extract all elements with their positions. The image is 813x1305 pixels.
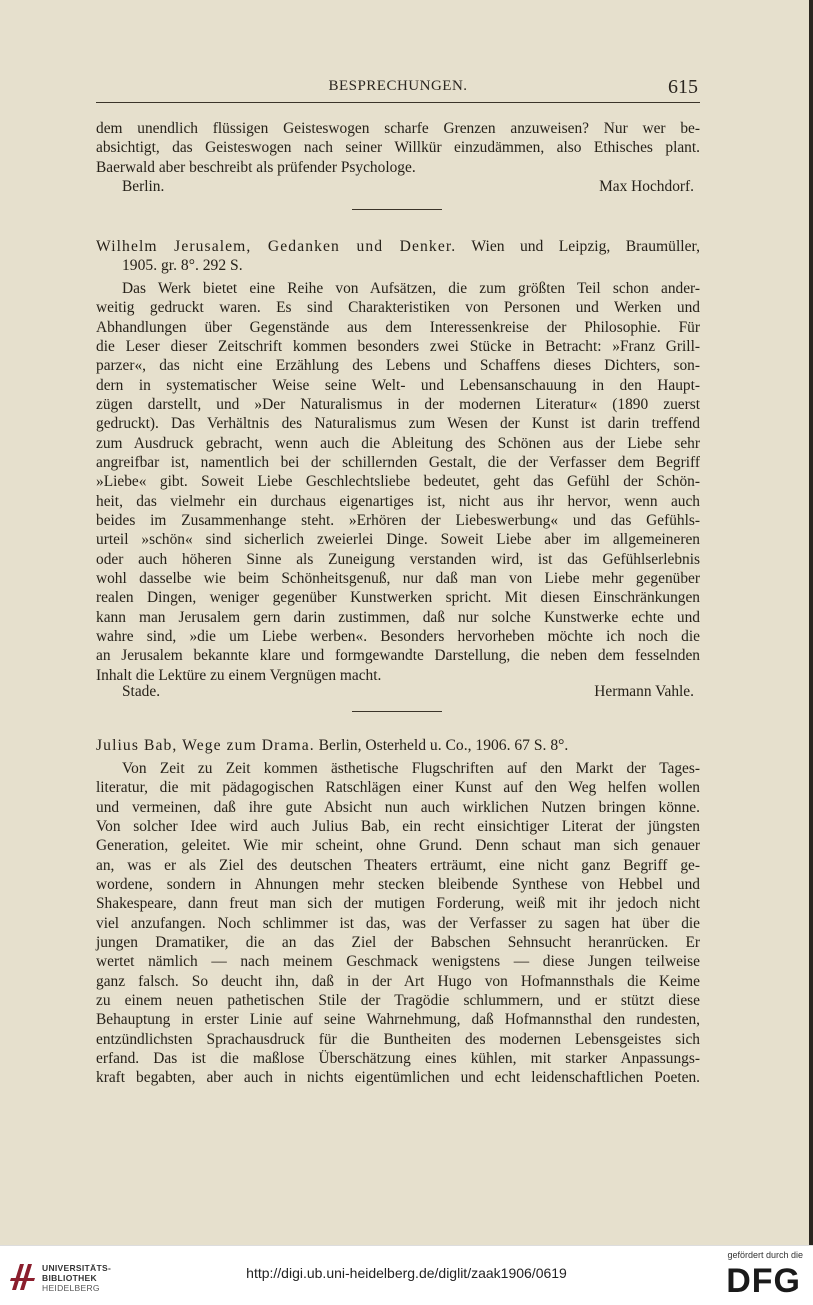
reference-author: Wilhelm Jerusalem, — [96, 238, 252, 255]
text-line: kraft begabten, aber auch in nichts eigentümlichen und echt leidenschaftlichen Poeten. — [96, 1069, 700, 1087]
text-line: beides im Zusammenhange steht. »Erhören der Liebeswerbung« und das Gefühls- — [96, 511, 700, 529]
text-line: urteil »schön« sind sicherlich zweierlei Dinge. Soweit Liebe aber im allgemeineren — [96, 531, 700, 549]
reference-title: Wege zum Drama. — [177, 737, 315, 754]
section-divider — [352, 711, 442, 712]
text-line: heit, das vielmehr ein durchaus eigenartiges ist, nicht aus ihr hervor, wenn auch — [96, 492, 700, 510]
reference-line — [96, 736, 700, 755]
text-line: Abhandlungen über Gegenstände aus dem Interessenkreise der Philosophie. Für — [96, 318, 700, 336]
reference-title: Gedanken und Denker. — [251, 238, 457, 255]
text-line: Von Zeit zu Zeit kommen ästhetische Flugschriften auf den Markt der Tages- — [122, 760, 700, 777]
bibliographic-reference — [96, 736, 700, 755]
text-line: realen Dingen, weniger gegenüber Kunstwerken spricht. Mit diesen Einschränkungen — [96, 589, 700, 607]
bibliographic-reference — [96, 237, 700, 276]
text-line: wertet nämlich — nach meinem Geschmack wenigstens — diese Jungen teilweise — [96, 953, 700, 971]
signature-reviewer: Max Hochdorf. — [599, 178, 694, 195]
text-line: erfand. Das ist die maßlose Überschätzung eines kühlen, mit starker Anpassungs- — [96, 1049, 700, 1067]
text-line: Generation, geleitet. Wie mir scheint, ohne Grund. Denn schaut man sich genauer — [96, 837, 700, 855]
text-line: jungen Dramatiker, die an das Ziel der Babschen Sehnsucht heranrücken. Er — [96, 933, 700, 951]
text-line: Das Werk bietet eine Reihe von Aufsätzen, die zum größten Teil schon ander- — [122, 280, 700, 297]
text-line: kann man Jerusalem gern darin zustimmen, daß nur solche Kunstwerke echte und — [96, 608, 700, 626]
text-line: »Liebe« gibt. Soweit Liebe Geschlechtsliebe bedeutet, geht das Gefühl der Schön- — [96, 473, 700, 491]
text-line: ganz falsch. So deucht ihn, daß in der Art Hugo von Hofmannsthals die Keime — [96, 972, 700, 990]
text-line: gedruckt). Das Verhältnis des Naturalismus zum Wesen der Kunst ist darin treffend — [96, 415, 700, 433]
review-text — [96, 759, 700, 1088]
viewer-footer — [0, 1245, 813, 1305]
signature-reviewer: Hermann Vahle. — [594, 683, 694, 700]
reference-line: 1905. gr. 8°. 292 S. — [122, 257, 243, 275]
running-title: BESPRECHUNGEN. — [328, 78, 468, 94]
text-line: Von solcher Idee wird auch Julius Bab, ein recht einsichtiger Literat der jüngsten — [96, 817, 700, 835]
text-line: zum Ausdruck gebracht, wenn auch die Ableitung des Schönen aus der Liebe sehr — [96, 434, 700, 452]
text-line: absichtigt, das Geisteswogen nach seiner Willkür einzudämmen, also Ethisches plant. — [96, 139, 700, 157]
text-line: wordene, sondern in Ahnungen mehr stecken bleibende Synthese von Hebbel und — [96, 875, 700, 893]
dfg-logo[interactable]: DFG — [726, 1262, 801, 1300]
reference-author: Julius Bab, — [96, 737, 178, 754]
text-line: Shakespeare, dann freut man sich der mutigen Forderung, weiß mit ihr jedoch nicht — [96, 895, 700, 913]
signature-place: Stade. — [122, 683, 161, 700]
text-line: Inhalt die Lektüre zu einem Vergnügen macht. — [96, 666, 382, 684]
text-line: zu einem neuen pathetischen Stile der Tragödie schlummern, und er stützt diese — [96, 991, 700, 1009]
page-number: 615 — [668, 76, 698, 98]
library-name-line: BIBLIOTHEK — [42, 1273, 97, 1283]
text-line: literatur, die mit pädagogischen Ratschlägen einer Kunst auf den Weg helfen wollen — [96, 779, 700, 797]
reference-line — [96, 237, 700, 256]
text-line: und vermeinen, daß ihre gute Absicht nun auch wirklichen Nutzen bringen könne. — [96, 798, 700, 816]
review-text — [96, 279, 700, 685]
permalink-url[interactable]: http://digi.ub.uni-heidelberg.de/diglit/zaak1906/0619 — [246, 1265, 567, 1281]
text-line: entzündlichsten Sprachausdruck für die Buntheiten des modernen Lebensgeistes sich — [96, 1030, 700, 1048]
signature-place: Berlin. — [122, 178, 165, 195]
reference-publisher: Wien und Leipzig, Braumüller, — [456, 238, 700, 255]
text-line: Baerwald aber beschreibt als prüfender Psychologe. — [96, 158, 416, 176]
text-line: dem unendlich flüssigen Geisteswogen scharfe Grenzen anzuweisen? Nur wer be- — [96, 120, 700, 137]
text-line: die Leser dieser Zeitschrift kommen besonders zwei Stücke in Betracht: »Franz Grill- — [96, 337, 700, 355]
text-line: oder auch höheren Sinne als Zuneigung verstanden wird, ist das Gefühlserlebnis — [96, 550, 700, 568]
text-line: viel anzufangen. Noch schlimmer ist das, was der Verfasser zu sagen hat über die — [96, 914, 700, 932]
library-name-line: HEIDELBERG — [42, 1283, 100, 1293]
funding-note: gefördert durch die — [727, 1250, 803, 1260]
text-line: zügen darstellt, und »Der Naturalismus in der modernen Literatur« (1890 zuerst — [96, 395, 700, 413]
library-name-line: UNIVERSITÄTS- — [42, 1263, 112, 1273]
page-header — [96, 76, 700, 103]
text-line: an, was er als Ziel des deutschen Theaters erträumt, eine nicht ganz Begriff ge- — [96, 856, 700, 874]
text-line: angreifbar ist, namentlich bei der schillernden Gestalt, die der Verfasser dem Begriff — [96, 453, 700, 471]
text-line: parzer«, das nicht eine Erzählung des Lebens und Schaffens dieses Dichters, son- — [96, 357, 700, 375]
reference-publisher: Berlin, Osterheld u. Co., 1906. 67 S. 8°. — [314, 737, 569, 754]
text-line: wohl dasselbe wie beim Schönheitsgenuß, nur daß man von Liebe mehr gegenüber — [96, 569, 700, 587]
text-line: Behauptung in erster Linie auf seine Wahrnehmung, daß Hofmannsthal den rundesten, — [96, 1011, 700, 1029]
text-line: weitig gedruckt waren. Es sind Charakteristiken von Personen und Werken und — [96, 299, 700, 317]
section-divider — [352, 209, 442, 210]
review-continuation-text — [96, 119, 700, 177]
text-line: dern in systematischer Weise seine Welt- und Lebensanschauung in den Haupt- — [96, 376, 700, 394]
text-line: wahre sind, »die um Liebe werben«. Besonders hervorheben möchte ich noch die — [96, 627, 700, 645]
text-line: an Jerusalem bekannte klare und formgewandte Darstellung, die neben dem fesselnden — [96, 647, 700, 665]
